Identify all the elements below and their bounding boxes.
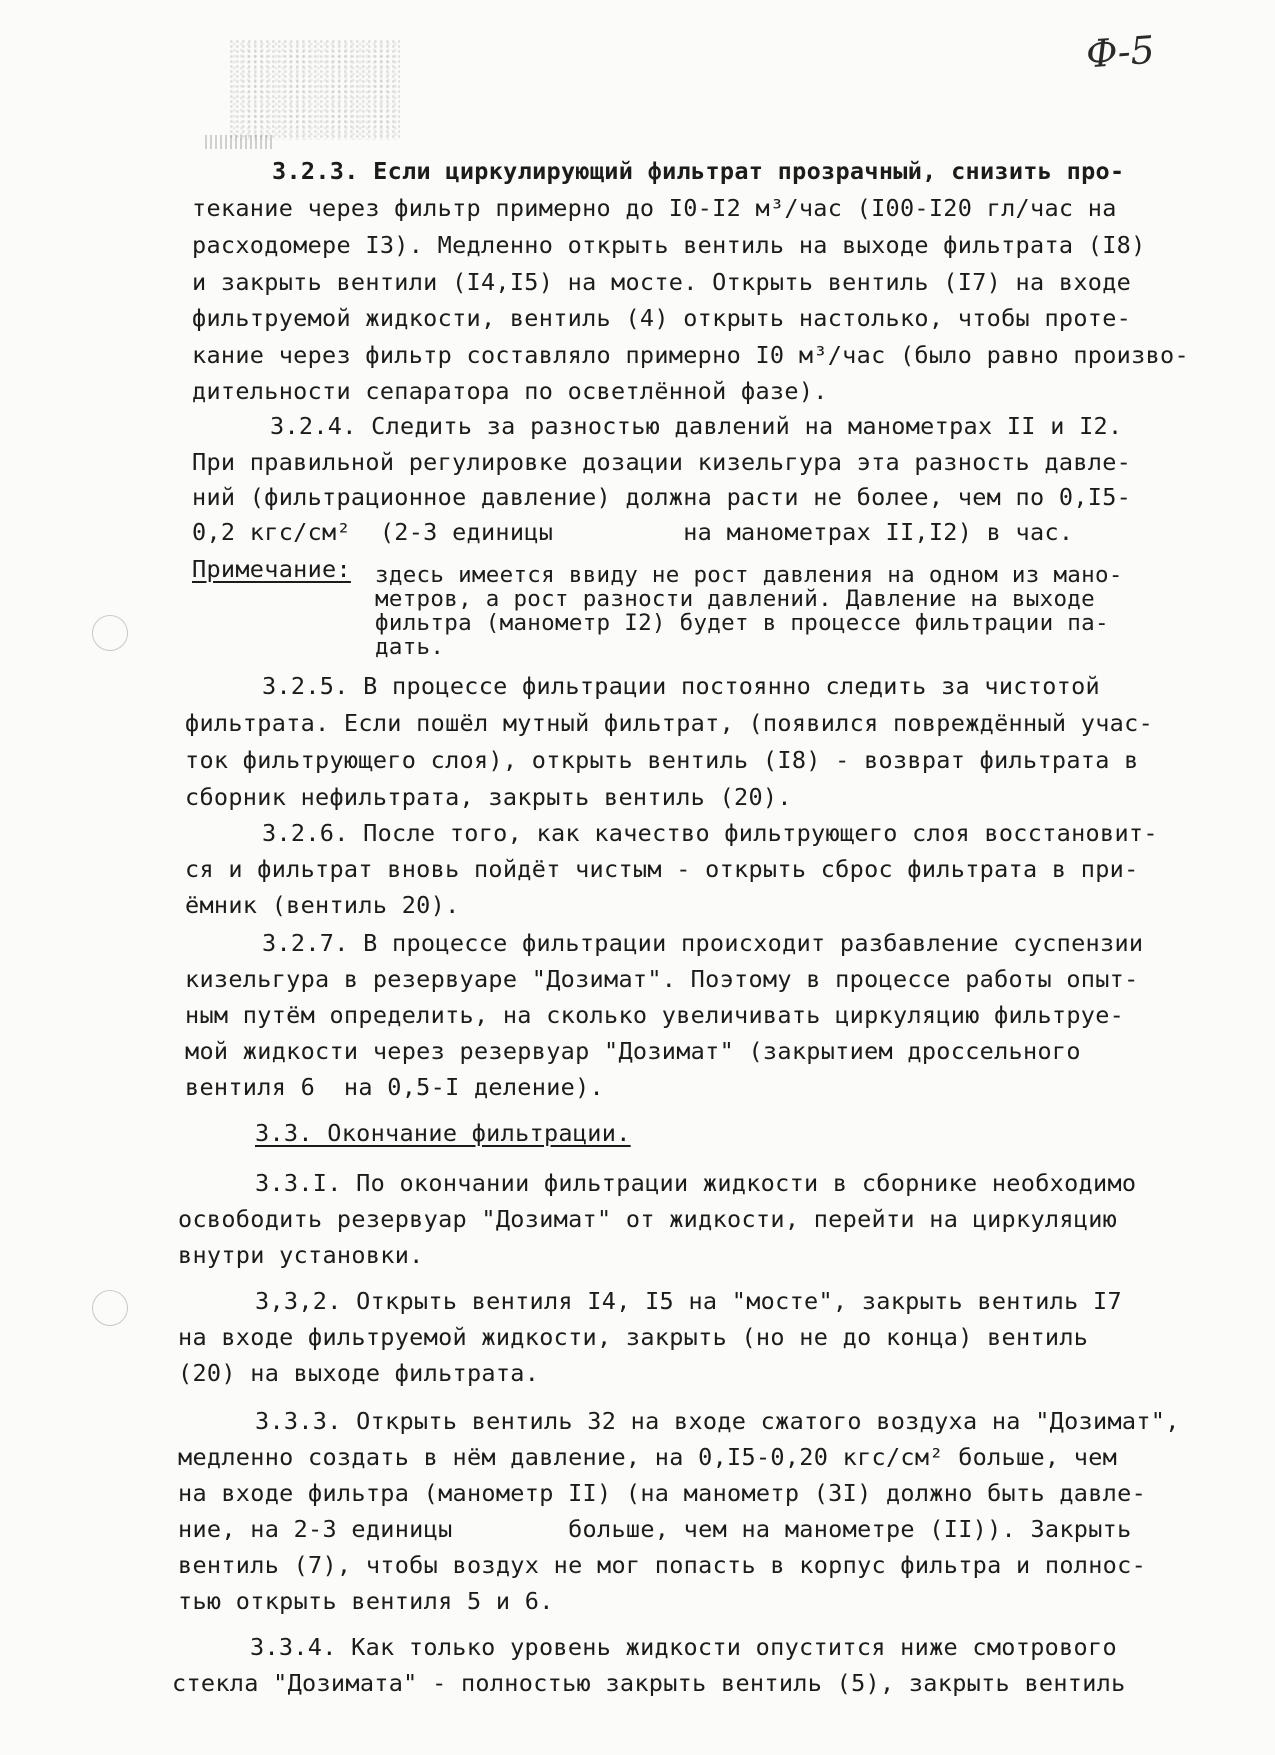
text-line: дительности сепаратора по осветлённой фазе).	[192, 377, 828, 405]
text-line: 3.3.4. Как только уровень жидкости опустится ниже смотрового	[250, 1633, 1117, 1661]
note-line: здесь имеется ввиду не рост давления на одном из мано-	[375, 562, 1123, 588]
text-line: 3.2.3. Если циркулирующий фильтрат прозрачный, снизить про-	[272, 157, 1125, 185]
text-line: на входе фильтра (манометр II) (на манометр (3I) должно быть давле-	[178, 1479, 1147, 1507]
text-line: 3.2.4. Следить за разностью давлений на манометрах II и I2.	[270, 412, 1123, 440]
text-line: 3.3.I. По окончании фильтрации жидкости в сборнике необходимо	[255, 1169, 1137, 1197]
text-line: вентиля 6 на 0,5-I деление).	[185, 1073, 604, 1101]
punch-hole	[92, 1290, 128, 1326]
text-line: текание через фильтр примерно до I0-I2 м³/час (I00-I20 гл/час на	[192, 194, 1117, 222]
text-line: стекла "Дозимата" - полностью закрыть вентиль (5), закрыть вентиль	[172, 1669, 1126, 1697]
text-line: тью открыть вентиля 5 и 6.	[178, 1587, 554, 1615]
text-line: ся и фильтрат вновь пойдёт чистым - открыть сброс фильтрата в при-	[185, 855, 1139, 883]
text-line: вентиль (7), чтобы воздух не мог попасть в корпус фильтра и полнос-	[178, 1551, 1147, 1579]
text-line: 3.3.3. Открыть вентиль 32 на входе сжатого воздуха на "Дозимат",	[255, 1407, 1180, 1435]
note-label: Примечание:	[192, 555, 351, 583]
note-line: фильтра (манометр I2) будет в процессе фильтрации па-	[375, 610, 1109, 636]
text-line: и закрыть вентили (I4,I5) на мосте. Открыть вентиль (I7) на входе	[192, 268, 1132, 296]
text-line: ток фильтрующего слоя), открыть вентиль (I8) - возврат фильтрата в	[185, 746, 1139, 774]
page-number-mark: Ф-5	[1084, 27, 1157, 77]
text-line: 3.2.5. В процессе фильтрации постоянно следить за чистотой	[262, 672, 1100, 700]
text-line: кание через фильтр составляло примерно I0 м³/час (было равно произво-	[192, 341, 1189, 369]
text-line: ёмник (вентиль 20).	[185, 891, 460, 919]
text-line: При правильной регулировке дозации кизельгура эта разность давле-	[192, 448, 1132, 476]
note-line: метров, а рост разности давлений. Давление на выходе	[375, 586, 1095, 612]
text-line: сборник нефильтрата, закрыть вентиль (20).	[185, 783, 792, 811]
text-line: медленно создать в нём давление, на 0,I5-0,20 кгс/см² больше, чем	[178, 1443, 1118, 1471]
text-line: (20) на выходе фильтрата.	[178, 1359, 540, 1387]
text-line: 3.2.7. В процессе фильтрации происходит разбавление суспензии	[262, 929, 1144, 957]
text-line: расходомере I3). Медленно открыть вентиль на выходе фильтрата (I8)	[192, 231, 1146, 259]
text-line: фильтруемой жидкости, вентиль (4) открыть настолько, чтобы проте-	[192, 304, 1132, 332]
text-line: ний (фильтрационное давление) должна расти не более, чем по 0,I5-	[192, 483, 1132, 511]
text-line: мой жидкости через резервуар "Дозимат" (закрытием дроссельного	[185, 1037, 1081, 1065]
text-line: фильтрата. Если пошёл мутный фильтрат, (появился повреждённый учас-	[185, 709, 1154, 737]
scan-speckle	[230, 40, 400, 140]
text-line: освободить резервуар "Дозимат" от жидкости, перейти на циркуляцию	[178, 1205, 1118, 1233]
text-line: 3.2.6. После того, как качество фильтрующего слоя восстановит-	[262, 819, 1158, 847]
text-line: кизельгура в резервуаре "Дозимат". Поэтому в процессе работы опыт-	[185, 965, 1139, 993]
text-line: 0,2 кгс/см² (2-3 единицы на манометрах II,I2) в час.	[192, 518, 1074, 546]
section-heading: 3.3. Окончание фильтрации.	[255, 1119, 631, 1147]
text-line: 3,3,2. Открыть вентиля I4, I5 на "мосте", закрыть вентиль I7	[255, 1287, 1122, 1315]
text-line: ным путём определить, на сколько увеличивать циркуляцию фильтруе-	[185, 1001, 1125, 1029]
text-line: внутри установки.	[178, 1241, 424, 1269]
text-line: на входе фильтруемой жидкости, закрыть (но не до конца) вентиль	[178, 1323, 1089, 1351]
scan-speckle	[205, 135, 275, 149]
punch-hole	[92, 615, 128, 651]
text-line: ние, на 2-3 единицы больше, чем на манометре (II)). Закрыть	[178, 1515, 1132, 1543]
note-line: дать.	[375, 634, 445, 660]
